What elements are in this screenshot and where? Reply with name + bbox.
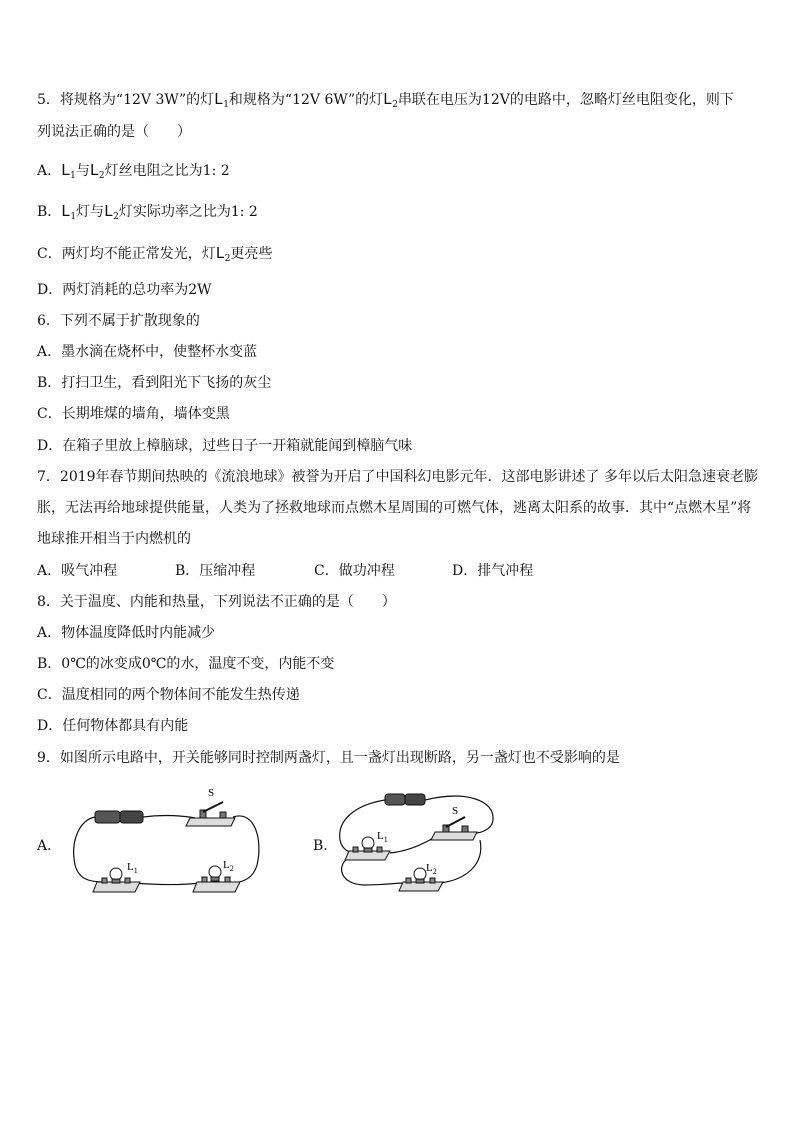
switch-label: S [208, 787, 215, 799]
q5-stem-line1 [37, 90, 734, 114]
q7-stem-line1: 7．2019年春节期间热映的《流浪地球》被誉为开启了中国科幻电影元年．这部电影讲述了 多年以后太阳急速衰老膨 [37, 469, 758, 485]
lamp-l1-label: $L_1$ [377, 830, 388, 844]
q6-option-a[interactable]: A．墨水滴在烧杯中，使整杯水变蓝 [37, 344, 258, 360]
q5-option-c[interactable]: C．两灯均不能正常发光，灯$L_2$更亮些 [37, 244, 273, 264]
q7-option-c[interactable]: C．做功冲程 [314, 563, 395, 579]
q6-option-d[interactable]: D．在箱子里放上樟脑球，过些日子一开箱就能闻到樟脑气味 [37, 438, 413, 454]
q9-figure-b-label[interactable]: B． [313, 838, 338, 854]
wire [390, 837, 435, 853]
wire [130, 883, 200, 885]
q7-option-d[interactable]: D．排气冲程 [452, 563, 534, 579]
battery-icon [95, 811, 143, 823]
switch-icon [186, 802, 235, 826]
lamp-l2-label: $L_2$ [426, 862, 437, 876]
q7-stem-line3: 地球推开相当于内燃机的 [37, 531, 191, 547]
q7-stem-line2: 胀，无法再给地球提供能量，人类为了拯救地球而点燃木星周围的可燃气体，逃离太阳系的故事．其中“点燃木星”将 [37, 500, 752, 516]
wire [440, 840, 481, 883]
q8-option-a[interactable]: A．物体温度降低时内能减少 [37, 625, 216, 641]
q7-option-b[interactable]: B．压缩冲程 [175, 563, 256, 579]
q9-circuit-a[interactable] [65, 780, 270, 898]
q6-stem: 6．下列不属于扩散现象的 [37, 313, 200, 329]
q8-option-d[interactable]: D．任何物体都具有内能 [37, 718, 189, 734]
lamp-l2-subscript: 2 [392, 100, 398, 110]
q5-option-d[interactable]: D．两灯消耗的总功率为2W [37, 282, 212, 298]
q5-stem-line2: 列说法正确的是（ ） [37, 124, 191, 140]
lamp-l1-subscript: 1 [223, 100, 229, 110]
wire [342, 857, 405, 885]
wire [143, 815, 195, 818]
lamp-l1-letter: L [214, 90, 224, 108]
lamp-l2-letter: L [383, 90, 393, 108]
q5-stem-part-c: 串联在电压为12V的电路中，忽略灯丝电阻变化，则下 [397, 92, 734, 108]
q8-stem: 8．关于温度、内能和热量，下列说法不正确的是（ ） [37, 594, 396, 610]
q8-option-c[interactable]: C．温度相同的两个物体间不能发生热传递 [37, 687, 300, 703]
switch-icon [431, 817, 477, 840]
battery-icon [385, 794, 425, 805]
q6-option-b[interactable]: B．打扫卫生，看到阳光下飞扬的灰尘 [37, 375, 272, 391]
wire [230, 816, 259, 883]
q8-option-b[interactable]: B．0℃的冰变成0℃的水，温度不变，内能不变 [37, 656, 335, 672]
wire [425, 796, 493, 833]
lamp-l2-label: $L_2$ [223, 859, 234, 873]
q5-option-b[interactable]: B．$L_1$灯与$L_2$灯实际功率之比为1: 2 [37, 202, 258, 222]
q5-option-a[interactable]: A．$L_1$与$L_2$灯丝电阻之比为1: 2 [37, 161, 230, 181]
q9-stem: 9．如图所示电路中，开关能够同时控制两盏灯，且一盏灯出现断路，另一盏灯也不受影响的是 [37, 750, 620, 766]
q5-stem-part-b: 和规格为“12V 6W”的灯 [228, 92, 384, 108]
q7-option-a[interactable]: A．吸气冲程 [37, 563, 118, 579]
lamp-l1-label: $L_1$ [127, 861, 138, 875]
q5-stem-part-a: 5．将规格为“12V 3W”的灯 [37, 92, 215, 108]
wire [74, 817, 105, 882]
switch-label: S [452, 805, 459, 817]
q6-option-c[interactable]: C．长期堆煤的墙角，墙体变黑 [37, 406, 230, 422]
q9-figure-a-label[interactable]: A． [37, 838, 62, 854]
q9-circuit-b[interactable] [335, 785, 500, 897]
